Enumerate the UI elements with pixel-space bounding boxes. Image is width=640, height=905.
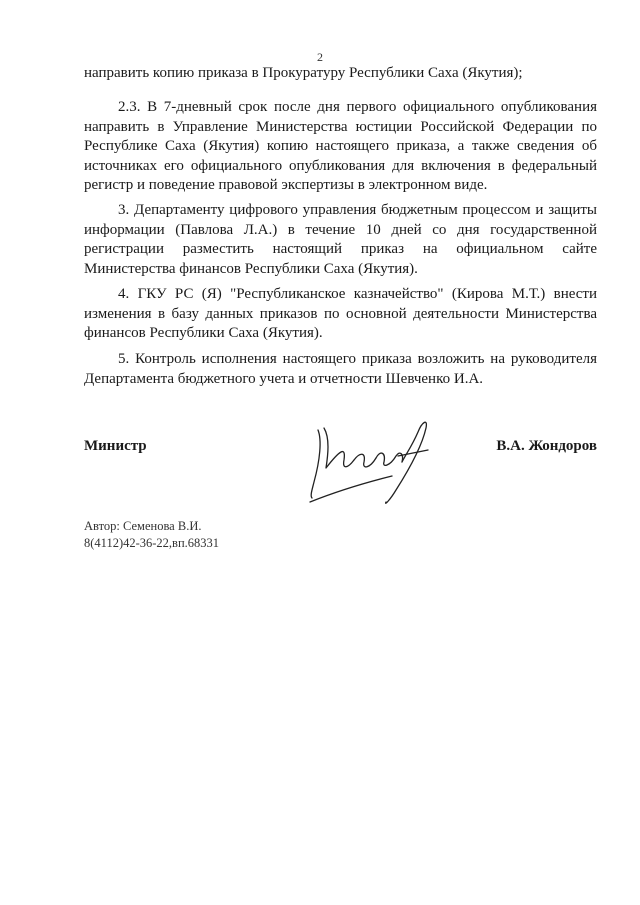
paragraph-continuation: направить копию приказа в Прокуратуру Республики Саха (Якутия); bbox=[84, 65, 523, 81]
signer-name: В.А. Жондоров bbox=[496, 438, 597, 454]
paragraph-2-3: 2.3. В 7-дневный срок после дня первого официального опубликования направить в Управление Министерства юстиции Российской Федерации по Республике Саха (Якутия) копию настоящего приказа, а также сведения об источниках его официального опубликования для включения в федеральный регистр и поведение правовой экспертизы в электронном виде. bbox=[84, 99, 597, 193]
paragraph-4: 4. ГКУ РС (Я) "Республиканское казначейство" (Кирова М.Т.) внести изменения в базу данных приказов по основной деятельности Министерства финансов Республики Саха (Якутия). bbox=[84, 286, 597, 341]
author-info bbox=[84, 518, 219, 552]
author-phone: 8(4112)42-36-22,вп.68331 bbox=[84, 536, 220, 550]
handwritten-signature bbox=[300, 410, 450, 520]
page-number: 2 bbox=[317, 50, 323, 64]
signer-title: Министр bbox=[84, 438, 147, 454]
paragraph-3: 3. Департаменту цифрового управления бюджетным процессом и защиты информации (Павлова Л.А.) в течение 10 дней со дня государственной регистрации разместить настоящий приказ на официальном сайте Министерства финансов Республики Саха (Якутия). bbox=[84, 202, 597, 277]
paragraph-5: 5. Контроль исполнения настоящего приказа возложить на руководителя Департамента бюджетного учета и отчетности Шевченко И.А. bbox=[84, 351, 597, 387]
author-name: Автор: Семенова В.И. bbox=[84, 519, 202, 533]
